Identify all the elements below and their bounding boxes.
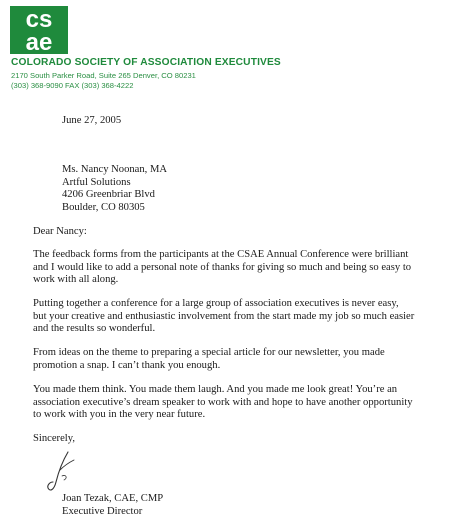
paragraph-4 — [33, 384, 413, 422]
logo-text-top: cs — [25, 6, 53, 33]
paragraph-line: Putting together a conference for a large group of association executives is never easy, — [33, 298, 399, 309]
letter-date: June 27, 2005 — [62, 115, 122, 126]
organization-address: 2170 South Parker Road, Suite 265 Denver, CO 80231 — [11, 71, 196, 80]
signer-name: Joan Tezak, CAE, CMP — [62, 493, 164, 504]
closing: Sincerely, — [33, 433, 75, 444]
handwritten-signature — [44, 448, 78, 498]
signer-title: Executive Director — [62, 505, 143, 517]
salutation: Dear Nancy: — [33, 226, 87, 237]
paragraph-line: work with all along. — [33, 274, 119, 286]
paragraph-line: and the results so wonderful. — [33, 323, 156, 335]
paragraph-line: From ideas on the theme to preparing a special article for our newsletter, you made — [33, 347, 385, 358]
organization-name: COLORADO SOCIETY OF ASSOCIATION EXECUTIVES — [11, 57, 281, 68]
recipient-city: Boulder, CO 80305 — [62, 201, 145, 213]
logo-text-bottom: ae — [25, 29, 53, 54]
paragraph-line: but your creative and enthusiastic involvement from the start made my job so much easier — [33, 310, 415, 322]
recipient-company: Artful Solutions — [62, 176, 131, 188]
csae-logo — [10, 6, 68, 54]
paragraph-line: to work with you in the very near future. — [33, 409, 206, 421]
paragraph-2 — [33, 298, 414, 336]
paragraph-line: and I would like to add a personal note of thanks for giving so much and being so easy to — [33, 261, 412, 273]
signer-block — [62, 493, 163, 518]
paragraph-line: association executive’s dream speaker to work with and hope to have another opportunity — [33, 396, 413, 408]
paragraph-1 — [33, 249, 411, 287]
paragraph-line: promotion a snap. I can’t thank you enough. — [33, 359, 221, 371]
recipient-street: 4206 Greenbriar Blvd — [62, 189, 155, 201]
paragraph-line: You made them think. You made them laugh. And you made me look great! You’re an — [33, 384, 398, 395]
recipient-name: Ms. Nancy Noonan, MA — [62, 164, 168, 175]
recipient-address-block — [62, 164, 167, 214]
paragraph-line: The feedback forms from the participants at the CSAE Annual Conference were brilliant — [33, 249, 409, 260]
organization-phone: (303) 368-9090 FAX (303) 368-4222 — [11, 81, 134, 90]
paragraph-3 — [33, 347, 385, 372]
